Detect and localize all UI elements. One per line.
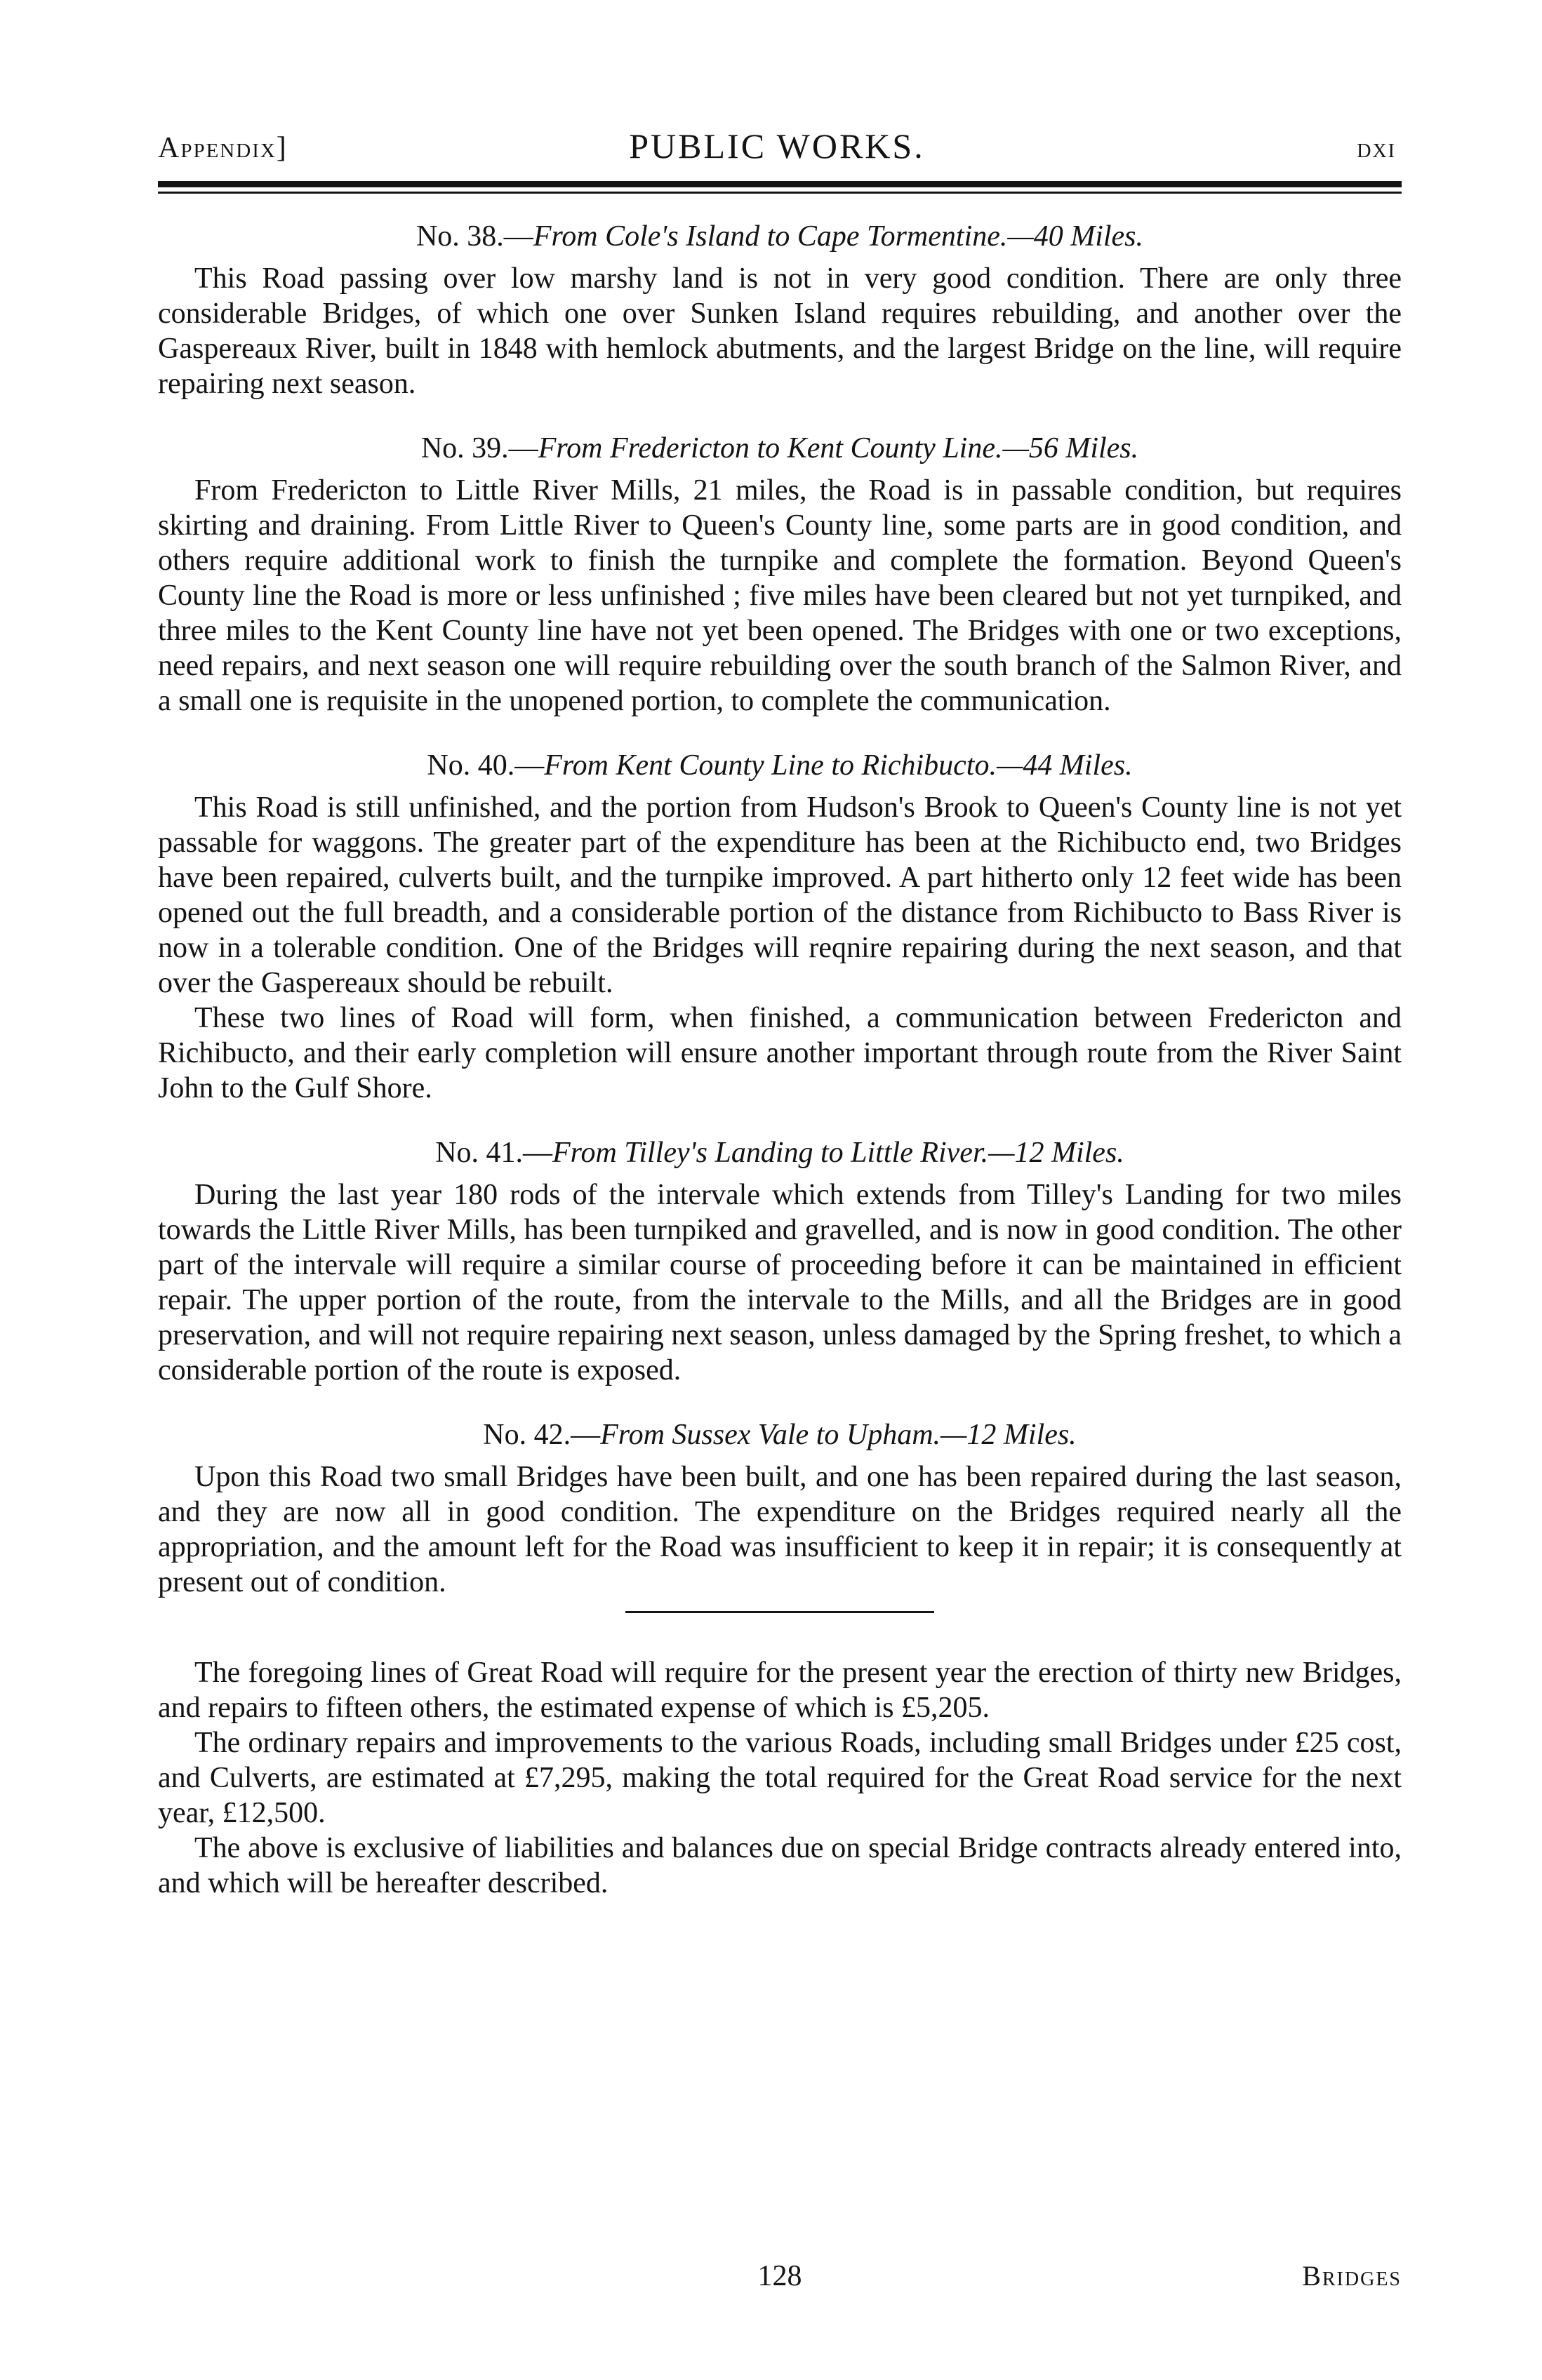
paragraph: During the last year 180 rods of the intervale which extends from Tilley's Landing for two miles towards the Little River Mills, has been turnpiked and gravelled, and is now in good condition. The other part of the intervale will require a similar course of proceeding before it can be maintained in efficient repair. The upper portion of the route, from the intervale to the Mills, and all the Bridges are in good preservation, and will not require repairing next season, unless damaged by the Spring freshet, to which a considerable portion of the route is exposed. — [158, 1179, 1402, 1386]
header-title: PUBLIC WORKS. — [629, 126, 925, 166]
paragraph: Upon this Road two small Bridges have been built, and one has been repaired during the last season, and they are now all in good condition. The expenditure on the Bridges required nearly all the appropriation, and the amount left for the Road was insufficient to keep it in repair; it is consequently at present out of condition. — [158, 1461, 1402, 1598]
section-heading — [158, 748, 1402, 783]
header-page-roman: dxi — [1357, 132, 1396, 163]
catchword: Bridges — [1302, 2260, 1402, 2292]
section-divider — [625, 1611, 934, 1613]
paragraph: The above is exclusive of liabilities and balances due on special Bridge contracts already entered into, and which will be hereafter described. — [158, 1832, 1402, 1899]
summary-block — [158, 1655, 1402, 1901]
section-title: From Sussex Vale to Upham.—12 Miles. — [600, 1419, 1077, 1451]
paragraph: The ordinary repairs and improvements to the various Roads, including small Bridges under £25 cost, and Culverts, are estimated at £7,295, making the total required for the Great Road service for the next year, £12,500. — [158, 1727, 1402, 1829]
section-title: From Tilley's Landing to Little River.—12 Miles. — [552, 1137, 1124, 1169]
paragraph: From Fredericton to Little River Mills, 21 miles, the Road is in passable condition, but requires skirting and draining. From Little River to Queen's County line, some parts are in good condition, and others require additional work to finish the turnpike and complete the formation. Beyond Queen's County line the Road is more or less unfinished ; five miles have been cleared but not yet turnpiked, and three miles to the Kent County line have not yet been opened. The Bridges with one or two exceptions, need repairs, and next season one will require rebuilding over the south branch of the Salmon River, and a small one is requisite in the unopened portion, to complete the communication. — [158, 474, 1402, 717]
section-heading — [158, 219, 1402, 254]
section-no-42 — [158, 1417, 1402, 1600]
section-number: No. 41.— — [435, 1137, 553, 1169]
paragraph: This Road passing over low marshy land is not in very good condition. There are only three considerable Bridges, of which one over Sunken Island requires rebuilding, and another over the Gaspereaux River, built in 1848 with hemlock abutments, and the largest Bridge on the line, will require repairing next season. — [158, 262, 1402, 400]
section-number: No. 42.— — [483, 1419, 601, 1451]
section-heading — [158, 431, 1402, 466]
section-no-40 — [158, 748, 1402, 1106]
header-rule-thick — [158, 181, 1402, 187]
section-number: No. 40.— — [427, 749, 545, 782]
section-no-39 — [158, 431, 1402, 718]
section-heading — [158, 1417, 1402, 1452]
section-number: No. 38.— — [416, 220, 533, 253]
section-number: No. 39.— — [420, 432, 538, 464]
paragraph: This Road is still unfinished, and the portion from Hudson's Brook to Queen's County line is not yet passable for waggons. The greater part of the expenditure has been at the Richibucto end, two Bridges have been repaired, culverts built, and the turnpike improved. A part hitherto only 12 feet wide has been opened out the full breadth, and a considerable portion of the distance from Richibucto to Bass River is now in a tolerable condition. One of the Bridges will reqnire repairing during the next season, and that over the Gaspereaux should be rebuilt. — [158, 791, 1402, 999]
section-title: From Cole's Island to Cape Tormentine.—40 Miles. — [533, 220, 1144, 253]
page-number: 128 — [757, 2260, 802, 2292]
page-footer — [158, 2259, 1402, 2301]
section-title: From Fredericton to Kent County Line.—56 Miles. — [538, 432, 1139, 464]
section-no-38 — [158, 219, 1402, 401]
running-header — [158, 123, 1396, 172]
section-title: From Kent County Line to Richibucto.—44 Miles. — [544, 749, 1133, 782]
body-text — [158, 219, 1402, 1901]
header-rule-thin — [158, 192, 1402, 194]
section-heading — [158, 1135, 1402, 1170]
header-left: Appendix] — [158, 132, 288, 164]
paragraph: These two lines of Road will form, when finished, a communication between Fredericton and Richibucto, and their early completion will ensure another important through route from the River Saint John to the Gulf Shore. — [158, 1002, 1402, 1104]
paragraph: The foregoing lines of Great Road will require for the present year the erection of thirty new Bridges, and repairs to fifteen others, the estimated expense of which is £5,205. — [158, 1657, 1402, 1724]
section-no-41 — [158, 1135, 1402, 1388]
